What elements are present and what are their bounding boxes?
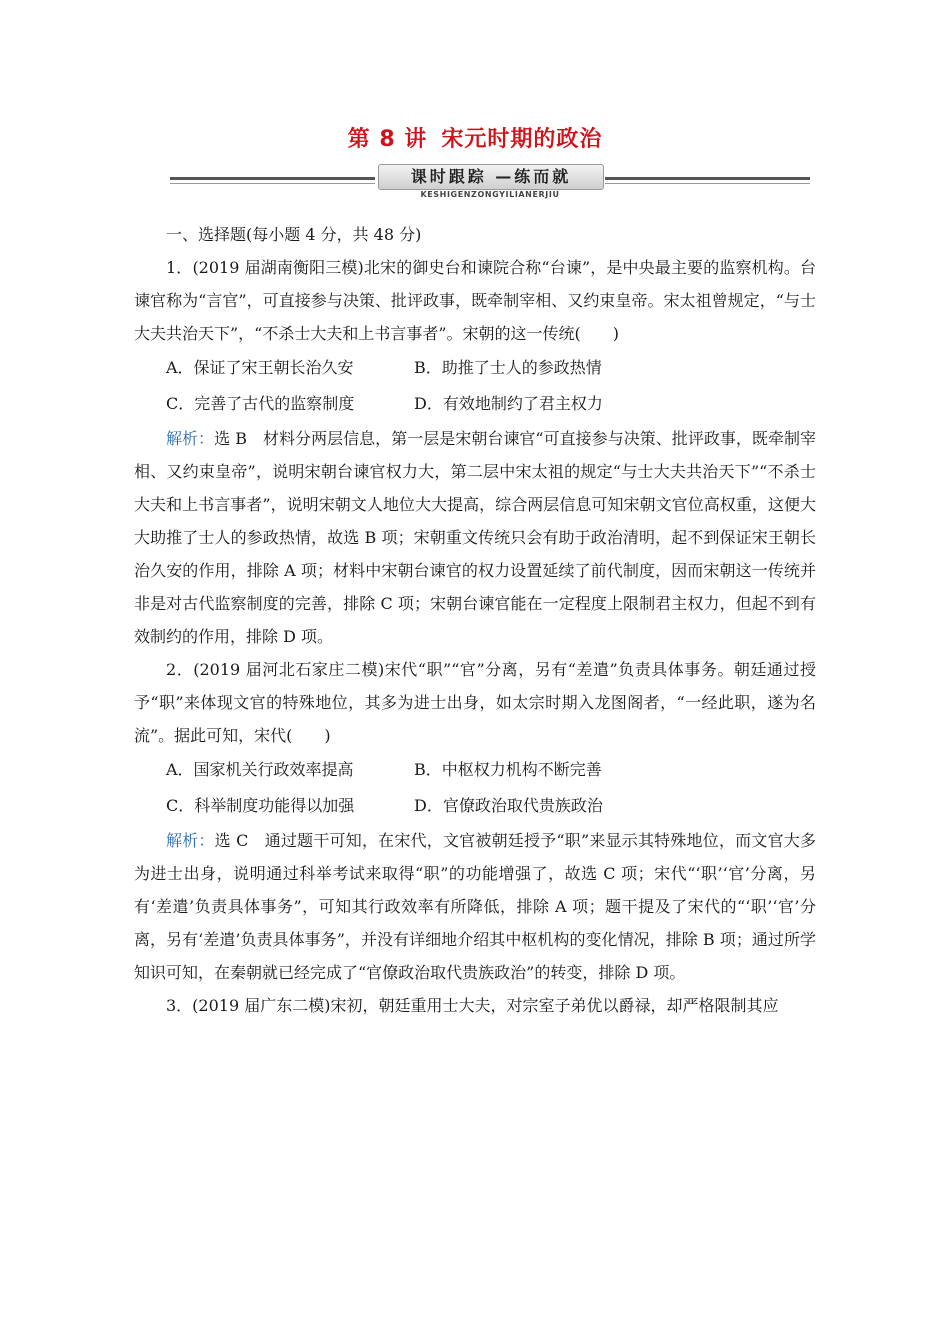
question-2-options-row-1 (134, 752, 816, 788)
question-1-option-a: A．保证了宋王朝长治久安 (166, 358, 354, 377)
section-banner (170, 160, 810, 200)
lesson-number: 第 8 讲 (347, 127, 428, 152)
question-1-stem: 1．(2019 届湖南衡阳三模)北宋的御史台和谏院合称“台谏”，是中央最主要的监察机构。台谏官称为“言官”，可直接参与决策、批评政事，既牵制宰相、又约束皇帝。宋太祖曾规定，“与士大夫共治天下”，“不杀士大夫和上书言事者”。宋朝的这一传统( ) (134, 258, 816, 343)
question-1-option-b: B．助推了士人的参政热情 (414, 358, 602, 377)
question-2-stem: 2．(2019 届河北石家庄二模)宋代“职”“官”分离，另有“差遣”负责具体事务。朝廷通过授予“职”来体现文官的特殊地位，其多为进士出身，如太宗时期入龙图阁者，“一经此职，遂为名流”。据此可知，宋代( ) (134, 660, 816, 745)
question-1-option-d: D．有效地制约了君主权力 (414, 394, 603, 413)
banner-rule-right (605, 177, 810, 180)
page-title (0, 122, 950, 153)
banner-rule-right-thin (605, 183, 810, 184)
lesson-title: 宋元时期的政治 (441, 127, 603, 152)
banner-pinyin: KESHIGENZONGYILIANERJIU (420, 190, 560, 199)
question-1-option-c: C．完善了古代的监察制度 (166, 394, 355, 413)
question-2-option-b: B．中枢权力机构不断完善 (414, 760, 602, 779)
banner-rule-left-thin (170, 183, 375, 184)
question-1-analysis-text: 选 B 材料分两层信息，第一层是宋朝台谏官“可直接参与决策、批评政事，既牵制宰相、又约束皇帝”，说明宋朝台谏官权力大，第二层中宋太祖的规定“与士大夫共治天下”“不杀士大夫和上书言事者”，说明宋朝文人地位大大提高，综合两层信息可知宋朝文官位高权重，这便大大助推了士人的参政热情，故选 B 项；宋朝重文传统只会有助于政治清明，起不到保证宋王朝长治久安的作用，排除 A 项；材料中宋朝台谏官的权力设置延续了前代制度，因而宋朝这一传统并非是对古代监察制度的完善，排除 C 项；宋朝台谏官能在一定程度上限制君主权力，但起不到有效制约的作用，排除 D 项。 (134, 429, 816, 646)
question-2-option-c: C．科举制度功能得以加强 (166, 796, 355, 815)
document-body (134, 218, 816, 1022)
question-2-options-row-2 (134, 788, 816, 824)
question-3-stem: 3．(2019 届广东二模)宋初，朝廷重用士大夫，对宗室子弟优以爵禄，却严格限制其应 (166, 996, 779, 1015)
question-1-options-row-1 (134, 350, 816, 386)
question-2-option-d: D．官僚政治取代贵族政治 (414, 796, 603, 815)
analysis-label: 解析： (166, 429, 215, 448)
banner-label: 课时跟踪 —练而就 (378, 164, 604, 190)
question-1-options-row-2 (134, 386, 816, 422)
question-2-analysis (134, 824, 816, 989)
banner-rule-left (170, 177, 375, 180)
analysis-label: 解析： (166, 831, 215, 850)
question-2-option-a: A．国家机关行政效率提高 (166, 760, 354, 779)
question-1-analysis (134, 422, 816, 653)
question-2-analysis-text: 选 C 通过题干可知，在宋代，文官被朝廷授予“职”来显示其特殊地位，而文官大多为进士出身，说明通过科举考试来取得“职”的功能增强了，故选 C 项；宋代“‘职’‘官’分离，另有‘差遣’负责具体事务”，可知其行政效率有所降低，排除 A 项；题干提及了宋代的“‘职’‘官’分离，另有‘差遣’负责具体事务”，并没有详细地介绍其中枢机构的变化情况，排除 B 项；通过所学知识可知，在秦朝就已经完成了“官僚政治取代贵族政治”的转变，排除 D 项。 (134, 831, 816, 982)
section-heading: 一、选择题(每小题 4 分，共 48 分) (166, 225, 422, 244)
